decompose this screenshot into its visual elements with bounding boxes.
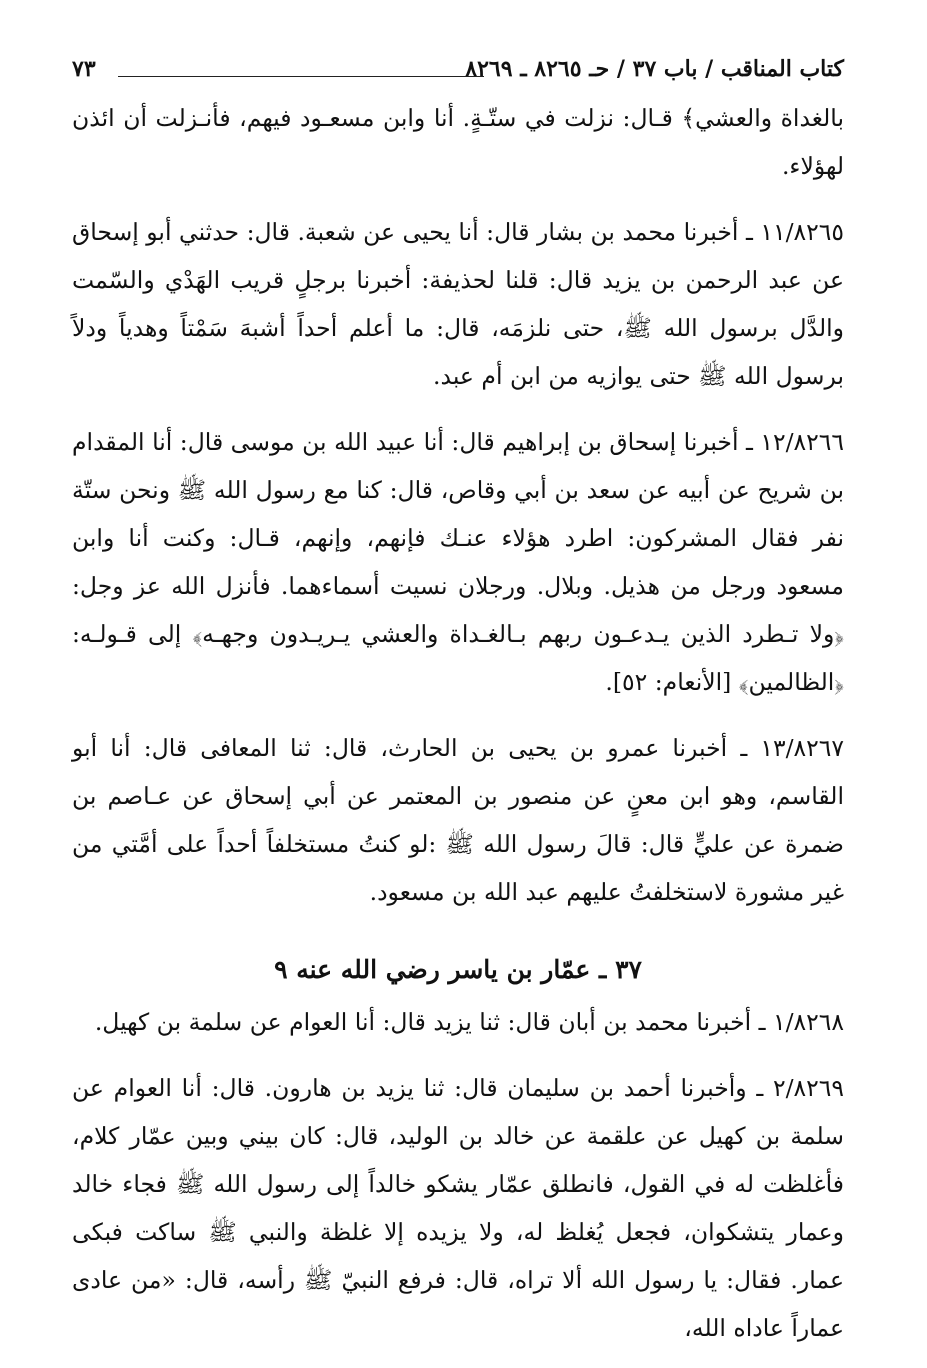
hadith-8267: ١٣/٨٢٦٧ ـ أخبرنا عمرو بن يحيى بن الحارث، قال: ثنا المعافى قال: أنا أبو القاسم، وهو ابن معنٍ عن منصور بن المعتمر عن أبي إسحاق عن عـاصم بن ضمرة عن عليٍّ قال: قالَ رسول الله ﷺ :لو كنتُ مستخلفاً أحداً على أمَّتي من غير مشورة لاستخلفتُ عليهم عبد الله بن مسعود. [72,734,844,906]
book-page [72,50,844,1352]
hadith-8268: ١/٨٢٦٨ ـ أخبرنا محمد بن أبان قال: ثنا يزيد قال: أنا العوام عن سلمة بن كهيل. [94,1008,844,1036]
running-title: كتاب المناقب / باب ٣٧ / حـ ٨٢٦٥ ـ ٨٢٦٩ [465,56,844,82]
hadith-8269: ٢/٨٢٦٩ ـ وأخبرنا أحمد بن سليمان قال: ثنا يزيد بن هارون. قال: أنا العوام عن سلمة بن كهيل عن علقمة عن خالد بن الوليد، قال: كان بيني وبين عمّار كلام، فأغلظت له في القول، فانطلق عمّار يشكو خالداً إلى رسول الله ﷺ فجاء خالد وعمار يتشكوان، فجعل يُغلظ له، ولا يزيده إلا غلظة والنبي ﷺ ساكت فبكى عمار. فقال: يا رسول الله ألا تراه، قال: فرفع النبيّ ﷺ رأسه، قال: «من عادى عماراً عاداه الله، [72,1074,844,1342]
section-heading: ٣٧ ـ عمّار بن ياسر رضي الله عنه ٩ [274,955,642,984]
page-body [72,94,844,1352]
hadith-8266: ١٢/٨٢٦٦ ـ أخبرنا إسحاق بن إبراهيم قال: أنا عبيد الله بن موسى قال: أنا المقدام بن شريح عن أبيه عن سعد بن أبي وقاص، قال: كنا مع رسول الله ﷺ ونحن ستّة نفر فقال المشركون: اطرد هؤلاء عنـك فإنهم، وإنهم، قـال: وكنت أنا وابن مسعود ورجل من هذيل. وبلال. ورجلان نسيت أسماءهما. فأنزل الله عز وجل: ﴿ولا تـطرد الذين يـدعـون ربهم بـالغـداة والعشي يـريـدون وجهـه﴾ إلى قـولـه: ﴿الظالمين﴾ [الأنعام: ٥٢]. [72,428,844,696]
page-header [72,50,844,94]
page-number: ٧٣ [72,56,96,82]
paragraph-continuation: بالغداة والعشي﴾ قـال: نزلت في ستّـةٍ. أنا وابن مسعـود فيهم، فأنـزلت أن ائذن لهؤلاء. [72,104,844,180]
hadith-8265: ١١/٨٢٦٥ ـ أخبرنا محمد بن بشار قال: أنا يحيى عن شعبة. قال: حدثني أبو إسحاق عن عبد الرحمن بن يزيد قال: قلنا لحذيفة: أخبرنا برجلٍ قريب الهَدْي والسّمت والدَّل برسول الله ﷺ، حتى نلزمَه، قال: ما أعلم أحداً أشبهَ سَمْتاً وهدياً ودلاً برسول الله ﷺ حتى يوازيه من ابن أم عبد. [72,218,844,390]
header-rule [118,76,484,77]
